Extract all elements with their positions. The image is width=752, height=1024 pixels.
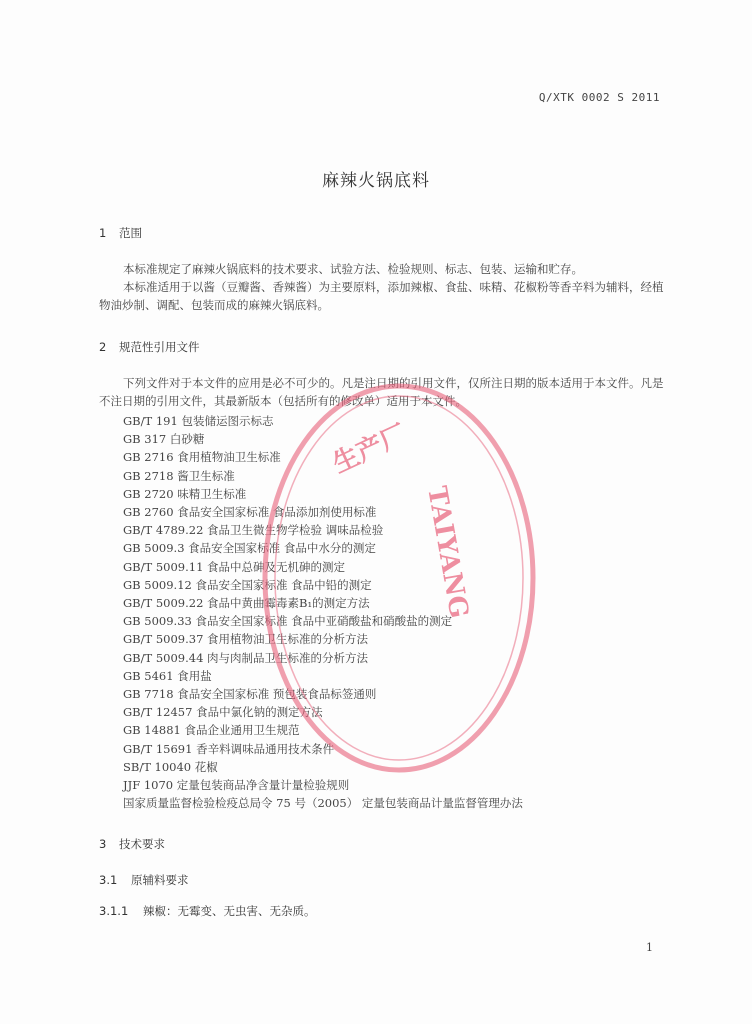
subsection-3-1-1-number: 3.1.1	[99, 904, 129, 918]
standard-code: Q/XTK 0002 S 2011	[538, 91, 660, 104]
reference-item: GB 5009.3 食品安全国家标准 食品中水分的测定	[123, 541, 376, 556]
subsection-3-1-title: 原辅料要求	[131, 873, 189, 887]
subsection-3-1-heading	[99, 872, 189, 888]
reference-item: GB/T 191 包装储运图示标志	[123, 414, 274, 428]
page-title: 麻辣火锅底料	[322, 171, 430, 191]
section-2-title: 规范性引用文件	[119, 340, 200, 354]
section-2-intro: 下列文件对于本文件的应用是必不可少的。凡是注日期的引用文件，仅所注日期的版本适用于本文件。凡是不注日期的引用文件，其最新版本（包括所有的修改单）适用于本文件。	[99, 376, 664, 408]
reference-item: GB/T 12457 食品中氯化钠的测定方法	[123, 705, 323, 720]
reference-item: GB 2760 食品安全国家标准 食品添加剂使用标准	[123, 505, 377, 520]
reference-item: GB 5009.12 食品安全国家标准 食品中铅的测定	[123, 577, 372, 592]
reference-item: GB 2718 酱卫生标准	[123, 468, 235, 483]
section-2-number: 2	[99, 340, 107, 354]
reference-item: GB 14881 食品企业通用卫生规范	[123, 723, 300, 738]
reference-item: SB/T 10040 花椒	[123, 759, 218, 774]
reference-item: GB 2716 食用植物油卫生标准	[123, 450, 281, 465]
reference-item: GB 7718 食品安全国家标准 预包装食品标签通则	[123, 687, 377, 702]
reference-item: GB/T 5009.37 食用植物油卫生标准的分析方法	[123, 632, 369, 647]
reference-item: JJF 1070 定量包装商品净含量计量检验规则	[123, 778, 350, 793]
reference-item: GB 2720 味精卫生标准	[123, 486, 247, 501]
section-3-title: 技术要求	[119, 837, 165, 851]
reference-list	[123, 412, 523, 812]
section-1-paragraph-2: 本标准适用于以酱（豆瓣酱、香辣酱）为主要原料，添加辣椒、食盐、味精、花椒粉等香辛料为辅料，经植物油炒制、调配、包装而成的麻辣火锅底料。	[99, 280, 664, 312]
section-3-heading	[99, 836, 165, 852]
reference-item: GB/T 5009.44 肉与肉制品卫生标准的分析方法	[123, 650, 369, 665]
reference-item: GB/T 15691 香辛料调味品通用技术条件	[123, 741, 335, 756]
stamp-top-text: 生产厂	[328, 419, 412, 480]
reference-item: 国家质量监督检验检疫总局令 75 号（2005） 定量包装商品计量监督管理办法	[123, 796, 523, 811]
reference-item: GB 5461 食用盐	[123, 668, 212, 683]
subsection-3-1-1	[99, 903, 316, 919]
reference-item: GB/T 4789.22 食品卫生微生物学检验 调味品检验	[123, 523, 384, 538]
reference-item: GB 317 白砂糖	[123, 432, 205, 447]
reference-item: GB/T 5009.11 食品中总砷及无机砷的测定	[123, 559, 346, 574]
section-1-paragraph-1: 本标准规定了麻辣火锅底料的技术要求、试验方法、检验规则、标志、包装、运输和贮存。	[123, 262, 583, 276]
stamp-right-text: TAIYANG	[421, 484, 474, 621]
reference-item: GB/T 5009.22 食品中黄曲霉毒素B₁的测定方法	[123, 596, 370, 611]
section-1-number: 1	[99, 226, 107, 240]
reference-item: GB 5009.33 食品安全国家标准 食品中亚硝酸盐和硝酸盐的测定	[123, 614, 453, 629]
page-number: 1	[646, 941, 653, 954]
section-3-number: 3	[99, 837, 107, 851]
subsection-3-1-1-text: 辣椒：无霉变、无虫害、无杂质。	[143, 904, 316, 918]
section-2-heading	[99, 339, 200, 355]
subsection-3-1-number: 3.1	[99, 873, 118, 887]
section-1-heading	[99, 225, 142, 241]
section-1-title: 范围	[119, 226, 142, 240]
